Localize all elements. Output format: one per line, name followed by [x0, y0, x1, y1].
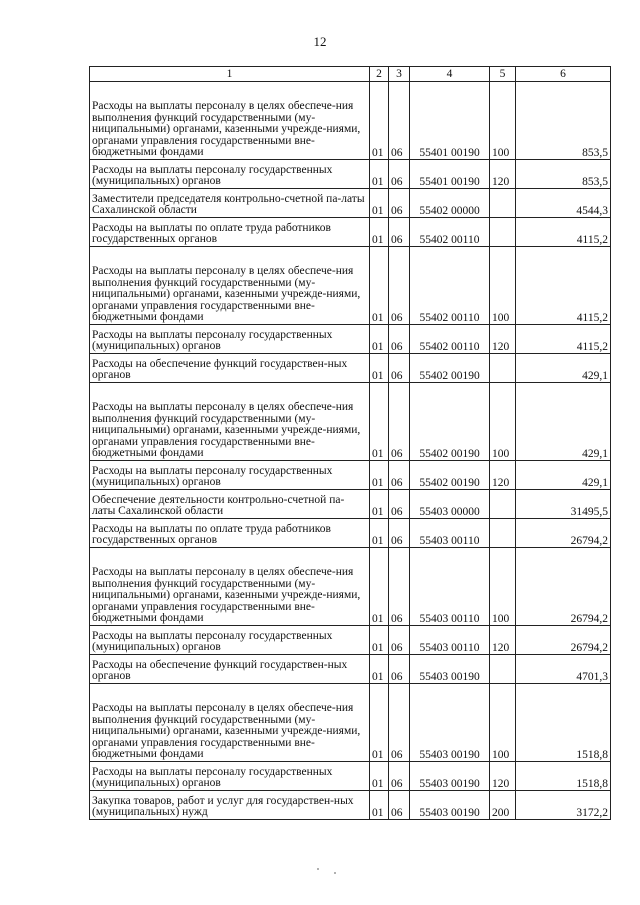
target-article-code: 55403 00110	[410, 626, 490, 655]
column-header: 3	[389, 67, 410, 82]
expense-type-code	[490, 655, 516, 684]
table-row	[90, 82, 611, 160]
amount: 853,5	[516, 82, 611, 160]
subsection-code: 06	[389, 218, 410, 247]
expense-type-code: 120	[490, 325, 516, 354]
expense-type-code	[490, 354, 516, 383]
expense-name: Обеспечение деятельности контрольно-счетной па-латы Сахалинской области	[90, 490, 370, 519]
subsection-code: 06	[389, 461, 410, 490]
scan-speck	[334, 872, 336, 874]
section-code: 01	[370, 655, 389, 684]
table-row	[90, 354, 611, 383]
expense-type-code: 100	[490, 82, 516, 160]
section-code: 01	[370, 461, 389, 490]
table-row	[90, 519, 611, 548]
column-header: 2	[370, 67, 389, 82]
amount: 26794,2	[516, 519, 611, 548]
amount: 3172,2	[516, 791, 611, 820]
subsection-code: 06	[389, 354, 410, 383]
amount: 4701,3	[516, 655, 611, 684]
section-code: 01	[370, 626, 389, 655]
section-code: 01	[370, 490, 389, 519]
subsection-code: 06	[389, 189, 410, 218]
target-article-code: 55402 00190	[410, 383, 490, 461]
expense-type-code: 100	[490, 548, 516, 626]
target-article-code: 55403 00000	[410, 490, 490, 519]
section-code: 01	[370, 548, 389, 626]
amount: 1518,8	[516, 684, 611, 762]
expense-type-code	[490, 218, 516, 247]
subsection-code: 06	[389, 325, 410, 354]
amount: 31495,5	[516, 490, 611, 519]
subsection-code: 06	[389, 519, 410, 548]
expense-type-code	[490, 519, 516, 548]
table-row	[90, 684, 611, 762]
target-article-code: 55402 00190	[410, 354, 490, 383]
table-row	[90, 548, 611, 626]
target-article-code: 55402 00110	[410, 218, 490, 247]
scan-speck	[317, 868, 319, 870]
section-code: 01	[370, 791, 389, 820]
expense-name: Расходы на обеспечение функций государствен-ных органов	[90, 655, 370, 684]
column-header: 5	[490, 67, 516, 82]
amount: 4115,2	[516, 218, 611, 247]
expense-type-code	[490, 490, 516, 519]
subsection-code: 06	[389, 383, 410, 461]
section-code: 01	[370, 383, 389, 461]
subsection-code: 06	[389, 684, 410, 762]
target-article-code: 55402 00110	[410, 325, 490, 354]
expense-name: Расходы на выплаты по оплате труда работников государственных органов	[90, 218, 370, 247]
table-row	[90, 655, 611, 684]
subsection-code: 06	[389, 490, 410, 519]
table-row	[90, 189, 611, 218]
target-article-code: 55403 00190	[410, 762, 490, 791]
target-article-code: 55402 00190	[410, 461, 490, 490]
column-header: 6	[516, 67, 611, 82]
amount: 1518,8	[516, 762, 611, 791]
expense-type-code: 120	[490, 160, 516, 189]
section-code: 01	[370, 247, 389, 325]
section-code: 01	[370, 160, 389, 189]
target-article-code: 55403 00190	[410, 791, 490, 820]
table-row	[90, 791, 611, 820]
expense-name: Расходы на выплаты персоналу в целях обеспече-ния выполнения функций государственными (му-ниципальными) органами, казенными учрежде-ниями, органами управления государственными вне-бюджетными фондами	[90, 383, 370, 461]
table-row	[90, 626, 611, 655]
section-code: 01	[370, 354, 389, 383]
expense-type-code: 100	[490, 383, 516, 461]
expense-name: Расходы на выплаты персоналу государственных (муниципальных) органов	[90, 626, 370, 655]
section-code: 01	[370, 189, 389, 218]
section-code: 01	[370, 684, 389, 762]
column-header: 4	[410, 67, 490, 82]
expense-name: Закупка товаров, работ и услуг для государствен-ных (муниципальных) нужд	[90, 791, 370, 820]
budget-table	[89, 66, 611, 820]
section-code: 01	[370, 762, 389, 791]
expense-name: Расходы на выплаты персоналу государственных (муниципальных) органов	[90, 325, 370, 354]
section-code: 01	[370, 519, 389, 548]
target-article-code: 55403 00190	[410, 655, 490, 684]
expense-name: Расходы на обеспечение функций государствен-ных органов	[90, 354, 370, 383]
subsection-code: 06	[389, 626, 410, 655]
expense-type-code: 100	[490, 684, 516, 762]
section-code: 01	[370, 325, 389, 354]
subsection-code: 06	[389, 247, 410, 325]
expense-name: Расходы на выплаты персоналу в целях обеспече-ния выполнения функций государственными (му-ниципальными) органами, казенными учрежде-ниями, органами управления государственными вне-бюджетными фондами	[90, 82, 370, 160]
table-row	[90, 461, 611, 490]
amount: 26794,2	[516, 548, 611, 626]
expense-type-code: 200	[490, 791, 516, 820]
target-article-code: 55403 00110	[410, 519, 490, 548]
section-code: 01	[370, 218, 389, 247]
subsection-code: 06	[389, 548, 410, 626]
table-row	[90, 325, 611, 354]
expense-name: Расходы на выплаты персоналу государственных (муниципальных) органов	[90, 461, 370, 490]
subsection-code: 06	[389, 655, 410, 684]
table-row	[90, 218, 611, 247]
table-header-row	[90, 67, 611, 82]
expense-type-code	[490, 189, 516, 218]
amount: 853,5	[516, 160, 611, 189]
subsection-code: 06	[389, 762, 410, 791]
target-article-code: 55401 00190	[410, 82, 490, 160]
target-article-code: 55403 00110	[410, 548, 490, 626]
expense-type-code: 100	[490, 247, 516, 325]
table-row	[90, 247, 611, 325]
expense-name: Расходы на выплаты персоналу в целях обеспече-ния выполнения функций государственными (му-ниципальными) органами, казенными учрежде-ниями, органами управления государственными вне-бюджетными фондами	[90, 247, 370, 325]
subsection-code: 06	[389, 82, 410, 160]
expense-name: Расходы на выплаты персоналу государственных (муниципальных) органов	[90, 160, 370, 189]
amount: 4115,2	[516, 247, 611, 325]
expense-name: Расходы на выплаты персоналу в целях обеспече-ния выполнения функций государственными (му-ниципальными) органами, казенными учрежде-ниями, органами управления государственными вне-бюджетными фондами	[90, 684, 370, 762]
amount: 26794,2	[516, 626, 611, 655]
expense-type-code: 120	[490, 762, 516, 791]
column-header: 1	[90, 67, 370, 82]
amount: 429,1	[516, 383, 611, 461]
page-number: 12	[313, 34, 327, 49]
expense-type-code: 120	[490, 626, 516, 655]
amount: 429,1	[516, 354, 611, 383]
subsection-code: 06	[389, 791, 410, 820]
subsection-code: 06	[389, 160, 410, 189]
expense-name: Расходы на выплаты персоналу в целях обеспече-ния выполнения функций государственными (му-ниципальными) органами, казенными учрежде-ниями, органами управления государственными вне-бюджетными фондами	[90, 548, 370, 626]
section-code: 01	[370, 82, 389, 160]
amount: 4544,3	[516, 189, 611, 218]
expense-type-code: 120	[490, 461, 516, 490]
table-row	[90, 490, 611, 519]
expense-name: Заместители председателя контрольно-счетной па-латы Сахалинской области	[90, 189, 370, 218]
target-article-code: 55402 00110	[410, 247, 490, 325]
amount: 429,1	[516, 461, 611, 490]
amount: 4115,2	[516, 325, 611, 354]
table-row	[90, 762, 611, 791]
expense-name: Расходы на выплаты персоналу государственных (муниципальных) органов	[90, 762, 370, 791]
expense-name: Расходы на выплаты по оплате труда работников государственных органов	[90, 519, 370, 548]
target-article-code: 55402 00000	[410, 189, 490, 218]
target-article-code: 55401 00190	[410, 160, 490, 189]
table-row	[90, 383, 611, 461]
target-article-code: 55403 00190	[410, 684, 490, 762]
table-row	[90, 160, 611, 189]
